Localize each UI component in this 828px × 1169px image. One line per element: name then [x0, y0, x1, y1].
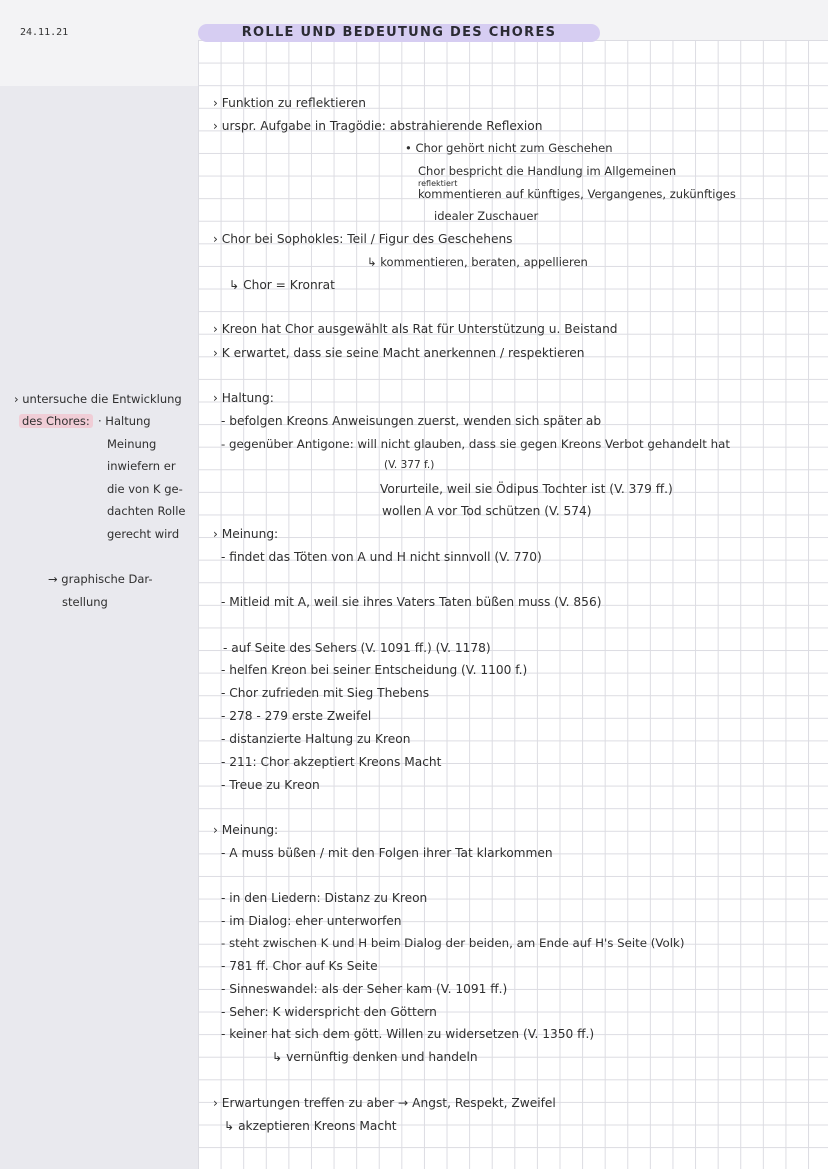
note-line: idealer Zuschauer — [434, 209, 539, 223]
note-line: - distanzierte Haltung zu Kreon — [221, 732, 411, 746]
section-heading-haltung: › Haltung: — [213, 391, 274, 405]
note-line: - 278 - 279 erste Zweifel — [221, 709, 372, 723]
task-line-2 — [19, 414, 93, 428]
note-line: kommentieren auf künftiges, Vergangenes, zukünftiges — [418, 187, 736, 201]
graphic-line-1: → graphische Dar- — [48, 572, 153, 586]
side-item-gerecht: gerecht wird — [107, 527, 180, 541]
note-line: › Kreon hat Chor ausgewählt als Rat für Unterstützung u. Beistand — [213, 322, 618, 336]
note-line: ↳ Chor = Kronrat — [229, 278, 335, 292]
note-line: - keiner hat sich dem gött. Willen zu widersetzen (V. 1350 ff.) — [221, 1027, 595, 1041]
note-line: - Treue zu Kreon — [221, 778, 320, 792]
note-line: - Mitleid mit A, weil sie ihres Vaters Taten büßen muss (V. 856) — [221, 595, 602, 609]
note-line: › K erwartet, dass sie seine Macht anerkennen / respektieren — [213, 346, 585, 360]
note-line: ↳ akzeptieren Kreons Macht — [224, 1119, 397, 1133]
note-line: • Chor gehört nicht zum Geschehen — [405, 141, 613, 155]
side-item-inwiefern: inwiefern er — [107, 459, 176, 473]
note-line: › Funktion zu reflektieren — [213, 96, 366, 110]
note-line: - in den Liedern: Distanz zu Kreon — [221, 891, 428, 905]
note-line: - findet das Töten von A und H nicht sinnvoll (V. 770) — [221, 550, 542, 564]
side-item-haltung: · Haltung — [98, 414, 151, 428]
note-line: - Seher: K widerspricht den Göttern — [221, 1005, 437, 1019]
note-line: - 781 ff. Chor auf Ks Seite — [221, 959, 378, 973]
side-item-vonk: die von K ge- — [107, 482, 183, 496]
note-line: - A muss büßen / mit den Folgen ihrer Tat klarkommen — [221, 846, 553, 860]
note-line: - helfen Kreon bei seiner Entscheidung (V. 1100 f.) — [221, 663, 528, 677]
note-line: - Sinneswandel: als der Seher kam (V. 1091 ff.) — [221, 982, 508, 996]
note-line: - Chor zufrieden mit Sieg Thebens — [221, 686, 430, 700]
task-highlight: des Chores: — [19, 414, 93, 428]
task-line-1: › untersuche die Entwicklung — [14, 392, 182, 406]
note-line: ↳ kommentieren, beraten, appellieren — [367, 255, 588, 269]
note-line: - steht zwischen K und H beim Dialog der beiden, am Ende auf H's Seite (Volk) — [221, 936, 685, 950]
note-line: › Erwartungen treffen zu aber → Angst, Respekt, Zweifel — [213, 1096, 556, 1110]
note-line: (V. 377 f.) — [384, 459, 435, 471]
note-line-small: reflektiert — [418, 179, 458, 188]
note-line: Chor bespricht die Handlung im Allgemeinen — [418, 164, 677, 178]
note-line: Vorurteile, weil sie Ödipus Tochter ist (V. 379 ff.) — [380, 482, 673, 496]
note-line: - befolgen Kreons Anweisungen zuerst, wenden sich später ab — [221, 414, 602, 428]
note-line: - im Dialog: eher unterworfen — [221, 914, 402, 928]
note-line: - 211: Chor akzeptiert Kreons Macht — [221, 755, 442, 769]
side-item-rolle: dachten Rolle — [107, 504, 186, 518]
note-line: - auf Seite des Sehers (V. 1091 ff.) (V. 1178) — [223, 641, 491, 655]
date-label: 24.11.21 — [20, 27, 69, 38]
note-line: › Chor bei Sophokles: Teil / Figur des Geschehens — [213, 232, 513, 246]
note-line: wollen A vor Tod schützen (V. 574) — [382, 504, 592, 518]
note-line: - gegenüber Antigone: will nicht glauben, dass sie gegen Kreons Verbot gehandelt hat — [221, 437, 731, 451]
side-item-meinung: Meinung — [107, 437, 157, 451]
section-heading-meinung: › Meinung: — [213, 527, 279, 541]
note-line: ↳ vernünftig denken und handeln — [272, 1050, 478, 1064]
graphic-line-2: stellung — [62, 595, 108, 609]
page-title: ROLLE UND BEDEUTUNG DES CHORES — [198, 24, 600, 42]
note-line: › urspr. Aufgabe in Tragödie: abstrahierende Reflexion — [213, 119, 543, 133]
margin-column — [0, 86, 198, 1169]
section-heading-meinung-2: › Meinung: — [213, 823, 279, 837]
